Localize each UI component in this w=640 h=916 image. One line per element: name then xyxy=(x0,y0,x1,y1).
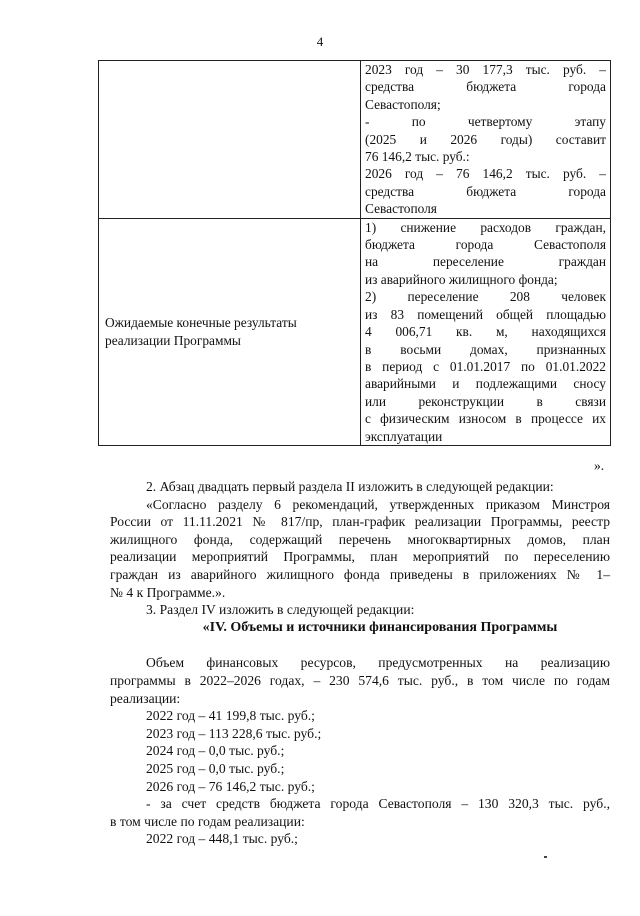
cell-line: с физическим износом в процессе их xyxy=(365,411,606,427)
cell-line: в период с 01.01.2017 по 01.01.2022 xyxy=(365,358,606,374)
year-amount: 2025 год – 0,0 тыс. руб.; xyxy=(146,760,285,776)
cell-line: 76 146,2 тыс. руб.: xyxy=(365,149,470,165)
finance-line: реализации: xyxy=(110,690,181,706)
scan-mark xyxy=(544,856,547,858)
year-amount: 2022 год – 448,1 тыс. руб.; xyxy=(146,831,298,847)
quote-line: реализации мероприятий Программы, план мероприятий по переселению xyxy=(110,549,610,565)
cell-line: 2023 год – 30 177,3 тыс. руб. – xyxy=(365,62,606,77)
quote-line: граждан из аварийного жилищного фонда приведены в приложениях № 1– xyxy=(110,566,610,582)
cell-line: на переселение граждан xyxy=(365,254,606,270)
cell-line: средства бюджета города xyxy=(365,183,606,199)
cell-line: средства бюджета города xyxy=(365,79,606,95)
cell-label-line: Ожидаемые конечные результаты xyxy=(105,315,297,331)
table-cell-label xyxy=(99,218,361,445)
cell-line: - по четвертому этапу xyxy=(365,114,606,130)
cell-line: 2) переселение 208 человек xyxy=(365,289,606,305)
table-cell-results xyxy=(361,218,611,445)
quote-line: жилищного фонда, содержащий перечень многоквартирных домов, план xyxy=(110,531,610,547)
quote-line: № 4 к Программе.». xyxy=(110,584,226,600)
year-amount: 2024 год – 0,0 тыс. руб.; xyxy=(146,743,285,759)
cell-line: из 83 помещений общей площадью xyxy=(365,306,606,322)
document-body xyxy=(110,478,610,848)
closing-quote: ». xyxy=(594,458,605,473)
quote-line: России от 11.11.2021 № 817/пр, план-график реализации Программы, реестр xyxy=(110,514,610,530)
table-row xyxy=(99,218,611,445)
cell-line: аварийными и подлежащими сносу xyxy=(365,376,606,392)
table-cell-funding xyxy=(361,61,611,219)
finance-line: Объем финансовых ресурсов, предусмотренных на реализацию xyxy=(146,655,610,671)
paragraph-3: 3. Раздел IV изложить в следующей редакции: xyxy=(146,602,415,618)
year-amount: 2022 год – 41 199,8 тыс. руб.; xyxy=(146,708,315,724)
cell-line: 1) снижение расходов граждан, xyxy=(365,219,606,235)
cell-line: Севастополя xyxy=(365,201,437,217)
section-heading: «IV. Объемы и источники финансирования Программы xyxy=(202,619,558,635)
cell-line: 4 006,71 кв. м, находящихся xyxy=(365,324,606,340)
program-passport-table xyxy=(98,60,611,446)
cell-line: в восьми домах, признанных xyxy=(365,341,606,357)
year-amount: 2023 год – 113 228,6 тыс. руб.; xyxy=(146,725,322,741)
paragraph-2: 2. Абзац двадцать первый раздела II изложить в следующей редакции: xyxy=(146,479,554,494)
quote-line: «Согласно разделу 6 рекомендаций, утвержденных приказом Минстроя xyxy=(146,496,610,512)
cell-line: или реконструкции в связи xyxy=(365,393,606,409)
cell-line: Севастополя; xyxy=(365,96,441,112)
cell-line: эксплуатации xyxy=(365,428,443,444)
table-row xyxy=(99,61,611,219)
page-number: 4 xyxy=(316,34,324,49)
cell-line: из аварийного жилищного фонда; xyxy=(365,271,558,287)
year-amount: 2026 год – 76 146,2 тыс. руб.; xyxy=(146,778,315,794)
table-cell-empty xyxy=(99,61,361,219)
cell-line: 2026 год – 76 146,2 тыс. руб. – xyxy=(365,166,606,182)
finance-line: программы в 2022–2026 годах, – 230 574,6 тыс. руб., в том числе по годам xyxy=(110,672,610,688)
cell-label-line: реализации Программы xyxy=(105,332,241,348)
cell-line: (2025 и 2026 годы) составит xyxy=(365,131,606,147)
budget-line: - за счет средств бюджета города Севастополя – 130 320,3 тыс. руб., xyxy=(146,796,610,812)
cell-line: бюджета города Севастополя xyxy=(365,237,606,253)
budget-line: в том числе по годам реализации: xyxy=(110,813,305,829)
